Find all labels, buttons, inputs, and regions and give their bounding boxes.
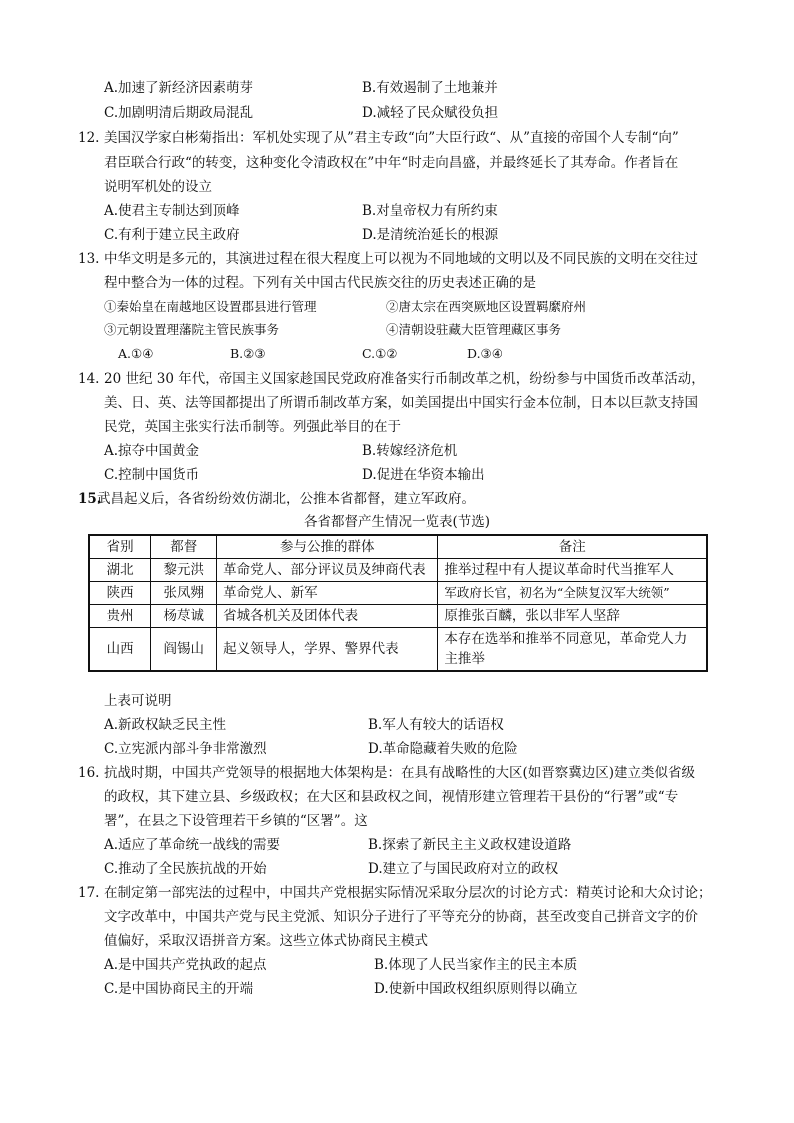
q13-item-3: ③元朝设置理藩院主管民族事务 (104, 322, 280, 337)
q15-option-b: B.军人有较大的话语权 (368, 717, 504, 733)
cell-province: 湖北 (89, 559, 151, 582)
cell-governor: 杨荩诚 (151, 605, 217, 628)
header-groups: 参与公推的群体 (217, 535, 438, 559)
cell-groups: 革命党人、部分评议员及绅商代表 (217, 559, 438, 582)
q13-option-d: D.③④ (467, 346, 503, 361)
q11-option-b: B.有效遏制了土地兼并 (362, 80, 498, 96)
q16-option-d: D.建立了与国民政府对立的政权 (368, 861, 559, 877)
q14-option-d: D.促进在华资本输出 (362, 467, 485, 483)
q12-option-a: A.使君主专制达到顶峰 (104, 203, 240, 219)
q16-stem-line-1: 抗战时期，中国共产党领导的根据地大体架构是：在具有战略性的大区(如晋察冀边区)建立类似省级 (104, 765, 696, 781)
header-notes: 备注 (438, 535, 707, 559)
q16-number: 16. (78, 765, 100, 781)
cell-groups: 省城各机关及团体代表 (217, 605, 438, 628)
q14-number: 14. (78, 371, 100, 387)
q12-option-d: D.是清统治延长的根源 (362, 227, 499, 243)
q12-stem-line-3: 说明军机处的设立 (104, 179, 212, 195)
q15-number: 15. (78, 491, 102, 507)
q13-option-b: B.②③ (230, 346, 266, 361)
q11-option-a: A.加速了新经济因素萌芽 (104, 80, 254, 96)
q14-stem-line-3: 民党，英国主张实行法币制等。列强此举目的在于 (104, 419, 401, 435)
q15-table-title: 各省都督产生情况一览表(节选) (303, 514, 491, 530)
cell-province: 山西 (89, 628, 151, 672)
cell-groups: 起义领导人，学界、警界代表 (217, 628, 438, 672)
q13-item-4: ④清朝设驻藏大臣管理藏区事务 (386, 322, 562, 337)
q13-option-c: C.①② (362, 346, 398, 361)
q14-option-c: C.控制中国货币 (104, 467, 200, 483)
q14-option-a: A.掠夺中国黄金 (104, 443, 200, 459)
table-row (89, 559, 707, 582)
q15-stem: 上表可说明 (104, 693, 172, 709)
q17-option-a: A.是中国共产党执政的起点 (104, 957, 267, 973)
q17-stem-line-2: 文字改革中，中国共产党与民主党派、知识分子进行了平等充分的协商，甚至改变自己拼音文字的价 (104, 909, 698, 925)
cell-province: 贵州 (89, 605, 151, 628)
q17-number: 17. (78, 885, 100, 901)
q13-number: 13. (78, 251, 100, 267)
cell-groups: 革命党人、新军 (217, 582, 438, 605)
cell-governor: 黎元洪 (151, 559, 217, 582)
q16-stem-line-3: 署”，在县之下设管理若干乡镇的“区署”。这 (104, 813, 368, 829)
q13-option-a: A.①④ (118, 346, 154, 361)
q17-option-b: B.体现了人民当家作主的民主本质 (374, 957, 578, 973)
q11-option-c: C.加剧明清后期政局混乱 (104, 105, 254, 121)
q12-option-c: C.有利于建立民主政府 (104, 227, 240, 243)
table-row (89, 628, 707, 672)
q11-option-d: D.减轻了民众赋役负担 (362, 105, 499, 121)
q13-item-1: ①秦始皇在南越地区设置郡县进行管理 (104, 299, 317, 314)
q13-stem-line-1: 中华文明是多元的，其演进过程在很大程度上可以视为不同地域的文明以及不同民族的文明在交往过 (104, 251, 698, 267)
cell-notes: 推举过程中有人提议革命时代当推军人 (438, 559, 707, 582)
q17-stem-line-1: 在制定第一部宪法的过程中，中国共产党根据实际情况采取分层次的讨论方式：精英讨论和大众讨论； (104, 885, 712, 901)
q12-stem-line-2: 君臣联合行政“的转变，这种变化令清政权在”中年“时走向昌盛，并最终延长了其寿命。作者旨在 (104, 155, 679, 171)
q17-stem-line-3: 值偏好，采取汉语拼音方案。这些立体式协商民主模式 (104, 933, 428, 949)
q16-option-c: C.推动了全民族抗战的开始 (104, 861, 267, 877)
cell-notes: 军政府长官，初名为“全陕复汉军大统领” (438, 582, 707, 605)
q13-stem-line-2: 程中整合为一体的过程。下列有关中国古代民族交往的历史表述正确的是 (104, 275, 536, 291)
table-row (89, 605, 707, 628)
table-header-row (89, 535, 707, 559)
q16-option-a: A.适应了革命统一战线的需要 (104, 837, 281, 853)
cell-notes: 原推张百麟，张以非军人坚辞 (438, 605, 707, 628)
q12-option-b: B.对皇帝权力有所约束 (362, 203, 498, 219)
q15-option-a: A.新政权缺乏民主性 (104, 717, 227, 733)
q13-item-2: ②唐太宗在西突厥地区设置羁縻府州 (386, 299, 587, 314)
q15-option-c: C.立宪派内部斗争非常激烈 (104, 741, 267, 757)
cell-province: 陕西 (89, 582, 151, 605)
q15-option-d: D.革命隐藏着失败的危险 (368, 741, 518, 757)
header-province: 省别 (89, 535, 151, 559)
governor-table (88, 534, 708, 672)
q17-option-c: C.是中国协商民主的开端 (104, 981, 254, 997)
q12-number: 12. (78, 130, 100, 146)
q14-stem-line-2: 美、日、英、法等国都提出了所谓币制改革方案，如美国提出中国实行金本位制，日本以巨款支持国 (104, 395, 698, 411)
q16-stem-line-2: 的政权，其下建立县、乡级政权；在大区和县政权之间，视情形建立管理若干县份的“行署”或“专 (104, 789, 679, 805)
cell-notes: 本存在选举和推举不同意见，革命党人力主推举 (438, 628, 707, 672)
header-governor: 都督 (151, 535, 217, 559)
q17-option-d: D.使新中国政权组织原则得以确立 (374, 981, 578, 997)
q14-stem-line-1: 20 世纪 30 年代，帝国主义国家趁国民党政府准备实行币制改革之机，纷纷参与中国货币改革活动， (104, 371, 705, 387)
q14-option-b: B.转嫁经济危机 (362, 443, 458, 459)
table-row (89, 582, 707, 605)
q15-intro: 武昌起义后，各省纷纷效仿湖北，公推本省都督，建立军政府。 (97, 491, 475, 507)
cell-governor: 张凤翙 (151, 582, 217, 605)
q16-option-b: B.探索了新民主主义政权建设道路 (368, 837, 572, 853)
cell-governor: 阎锡山 (151, 628, 217, 672)
q12-stem-line-1: 美国汉学家白彬菊指出：军机处实现了从”君主专政“向”大臣行政“、从”直接的帝国个人专制“向” (104, 130, 679, 146)
